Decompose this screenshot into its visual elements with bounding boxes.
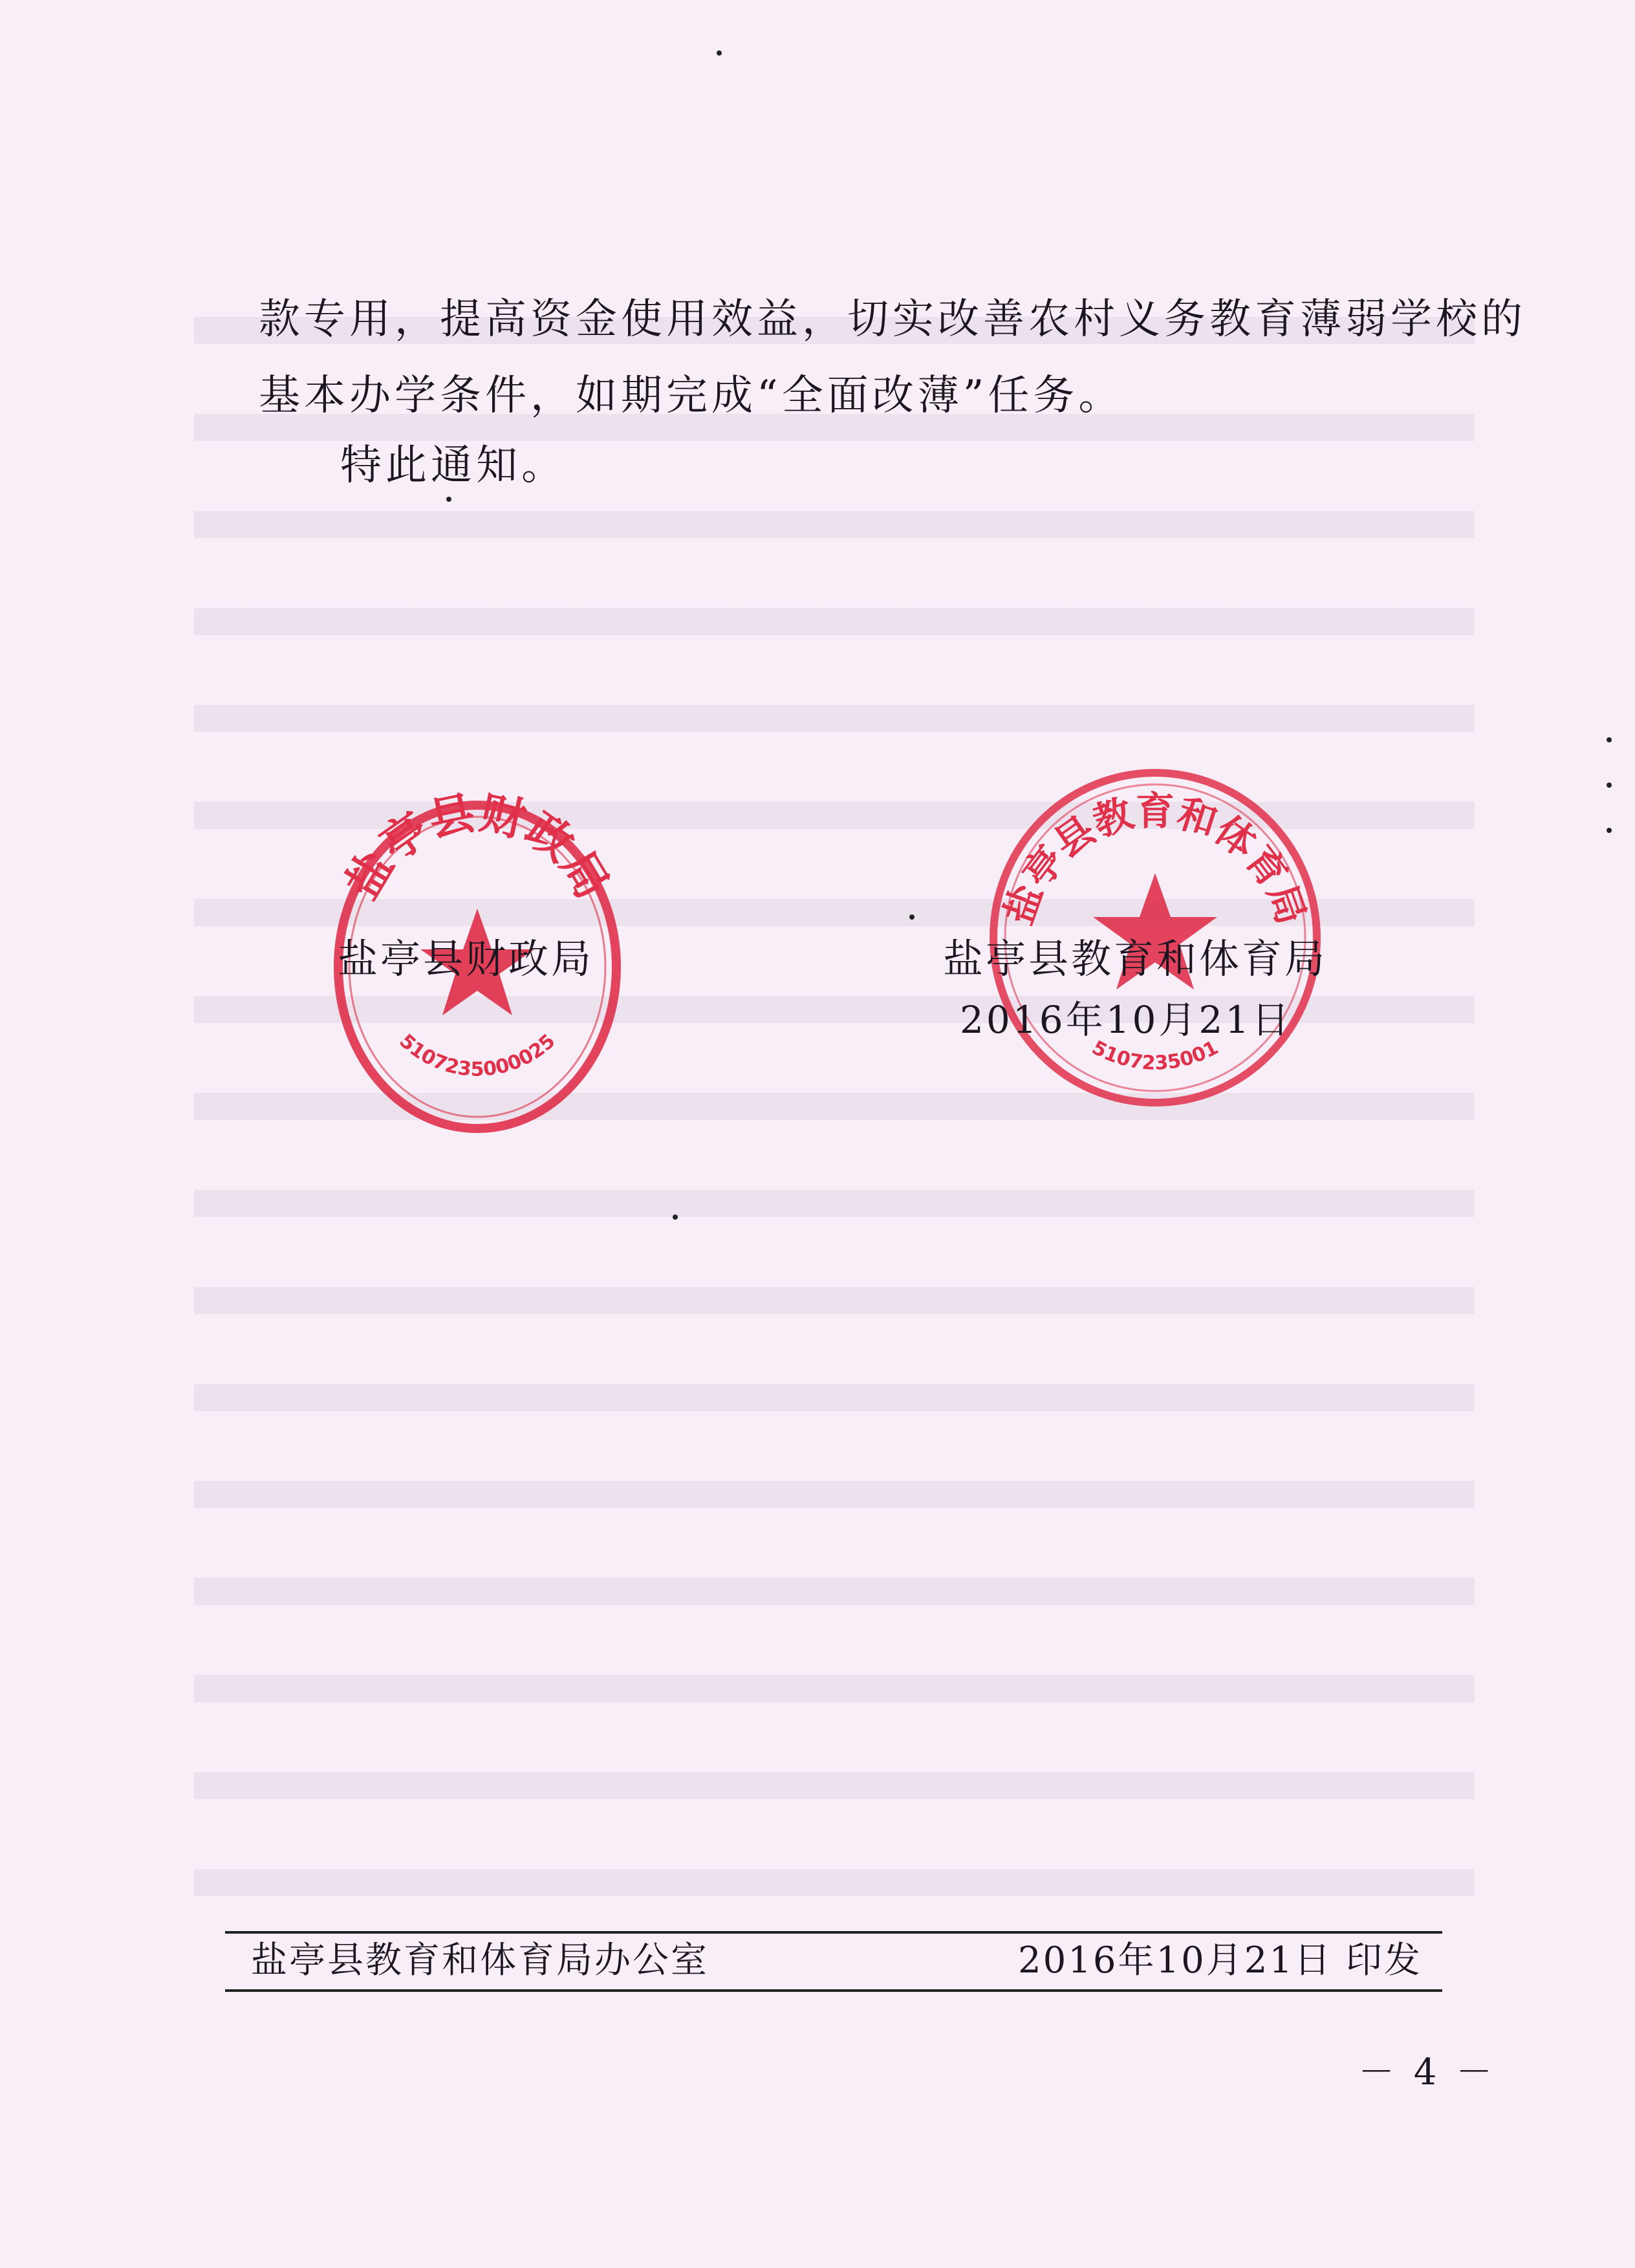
body-line-1: 款专用，提高资金使用效益，切实改善农村义务教育薄弱学校的 xyxy=(259,296,1526,343)
education-bureau-name: 盐亭县教育和体育局 xyxy=(943,935,1328,982)
footer-top-rule xyxy=(225,1931,1442,1934)
page-number: － 4 － xyxy=(1358,2051,1497,2093)
finance-bureau-name: 盐亭县财政局 xyxy=(338,935,594,982)
speck xyxy=(446,497,451,502)
speck xyxy=(1607,737,1612,742)
svg-text:5107235000025 xyxy=(395,1030,560,1081)
issuing-office: 盐亭县教育和体育局办公室 xyxy=(251,1939,709,1982)
left-seal-number: 5107235000025 xyxy=(395,1030,560,1081)
speck xyxy=(673,1215,678,1220)
body-line-2: 基本办学条件，如期完成“全面改薄”任务。 xyxy=(259,372,1124,420)
left-seal-text: 盐亭县财政局 xyxy=(334,785,620,908)
issue-date: 2016年10月21日 印发 xyxy=(1018,1939,1422,1982)
signature-date: 2016年10月21日 xyxy=(960,998,1292,1042)
right-seal-number: 5107235001 xyxy=(1088,1036,1222,1075)
right-seal-text: 盐亭县教育和体育局 xyxy=(996,789,1314,931)
speck xyxy=(1607,783,1612,788)
speck xyxy=(717,50,722,56)
footer-bottom-rule xyxy=(225,1989,1442,1992)
speck xyxy=(1607,828,1612,833)
speck xyxy=(909,914,915,920)
svg-text:5107235001 xyxy=(1088,1037,1222,1075)
closing-line: 特此通知。 xyxy=(340,442,567,490)
